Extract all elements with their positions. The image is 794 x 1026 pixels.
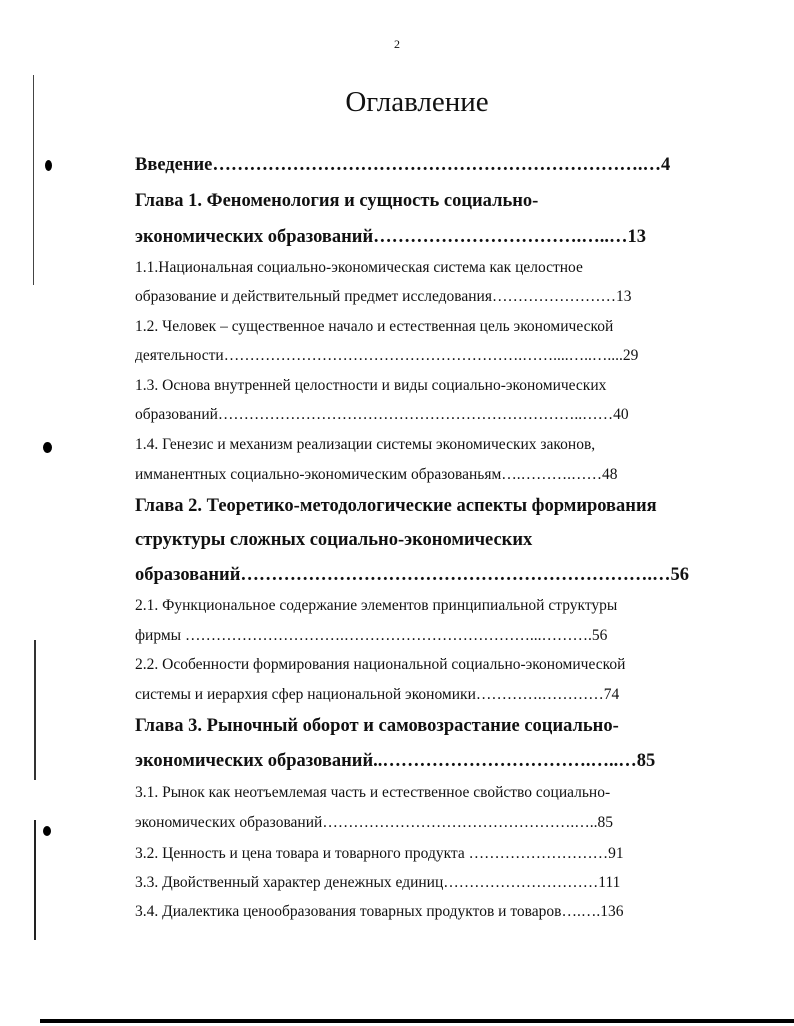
toc-entry-introduction: Введение…………………………………………………………….…4 [135,155,671,175]
toc-section-1-1-cont: образование и действительный предмет исследования……………………13 [135,288,632,305]
toc-chapter-3-title: Глава 3. Рыночный оборот и самовозрастание социально- [135,716,619,736]
toc-chapter-1-title: Глава 1. Феноменология и сущность социально- [135,191,539,211]
toc-section-2-1: 2.1. Функциональное содержание элементов принципиальной структуры [135,597,618,614]
toc-section-3-1-cont: экономических образований………………………………………….…..85 [135,814,613,831]
toc-section-3-4: 3.4. Диалектика ценообразования товарных продуктов и товаров….….136 [135,903,624,920]
toc-chapter-2-title-cont: структуры сложных социально-экономических [135,530,533,550]
toc-section-2-2-cont: системы и иерархия сфер национальной экономики………….…………74 [135,686,620,703]
binder-hole-mark-top [45,160,52,171]
toc-section-1-1: 1.1.Национальная социально-экономическая система как целостное [135,259,583,276]
toc-section-3-1: 3.1. Рынок как неотъемлемая часть и естественное свойство социально- [135,784,611,801]
toc-section-1-3: 1.3. Основа внутренней целостности и виды социально-экономических [135,377,607,394]
toc-section-1-2-cont: деятельности………………………………………………….……....…..…....29 [135,347,639,364]
toc-section-1-4-cont: имманентных социально-экономическим образованьям….……….……48 [135,466,618,483]
toc-chapter-3-title-cont: экономических образований..…………………………….…..…85 [135,751,656,771]
toc-section-2-1-cont: фирмы ………………………….………………………………...……….56 [135,627,608,644]
toc-section-1-3-cont: образований……………………………………………………………..……40 [135,406,629,423]
toc-chapter-1-title-cont: экономических образований…………………………….…..…13 [135,227,646,247]
toc-chapter-2-title-end: образований………………………………………………………….…56 [135,565,689,585]
toc-section-3-3: 3.3. Двойственный характер денежных единиц…………………………111 [135,874,621,891]
toc-section-3-2: 3.2. Ценность и цена товара и товарного продукта ………………………91 [135,845,624,862]
binder-hole-mark-middle [43,442,52,453]
binder-hole-mark-bottom [43,826,51,836]
toc-section-1-4: 1.4. Генезис и механизм реализации системы экономических законов, [135,436,596,453]
scan-edge-line-lower [34,820,36,940]
scan-edge-line-top [33,75,34,285]
toc-chapter-2-title: Глава 2. Теоретико-методологические аспекты формирования [135,496,657,516]
page-title: Оглавление [345,86,489,118]
scan-bottom-edge [40,1019,794,1023]
toc-section-1-2: 1.2. Человек – существенное начало и естественная цель экономической [135,318,614,335]
page-number: 2 [394,37,400,51]
scan-edge-line-middle [34,640,36,780]
toc-section-2-2: 2.2. Особенности формирования национальной социально-экономической [135,656,626,673]
